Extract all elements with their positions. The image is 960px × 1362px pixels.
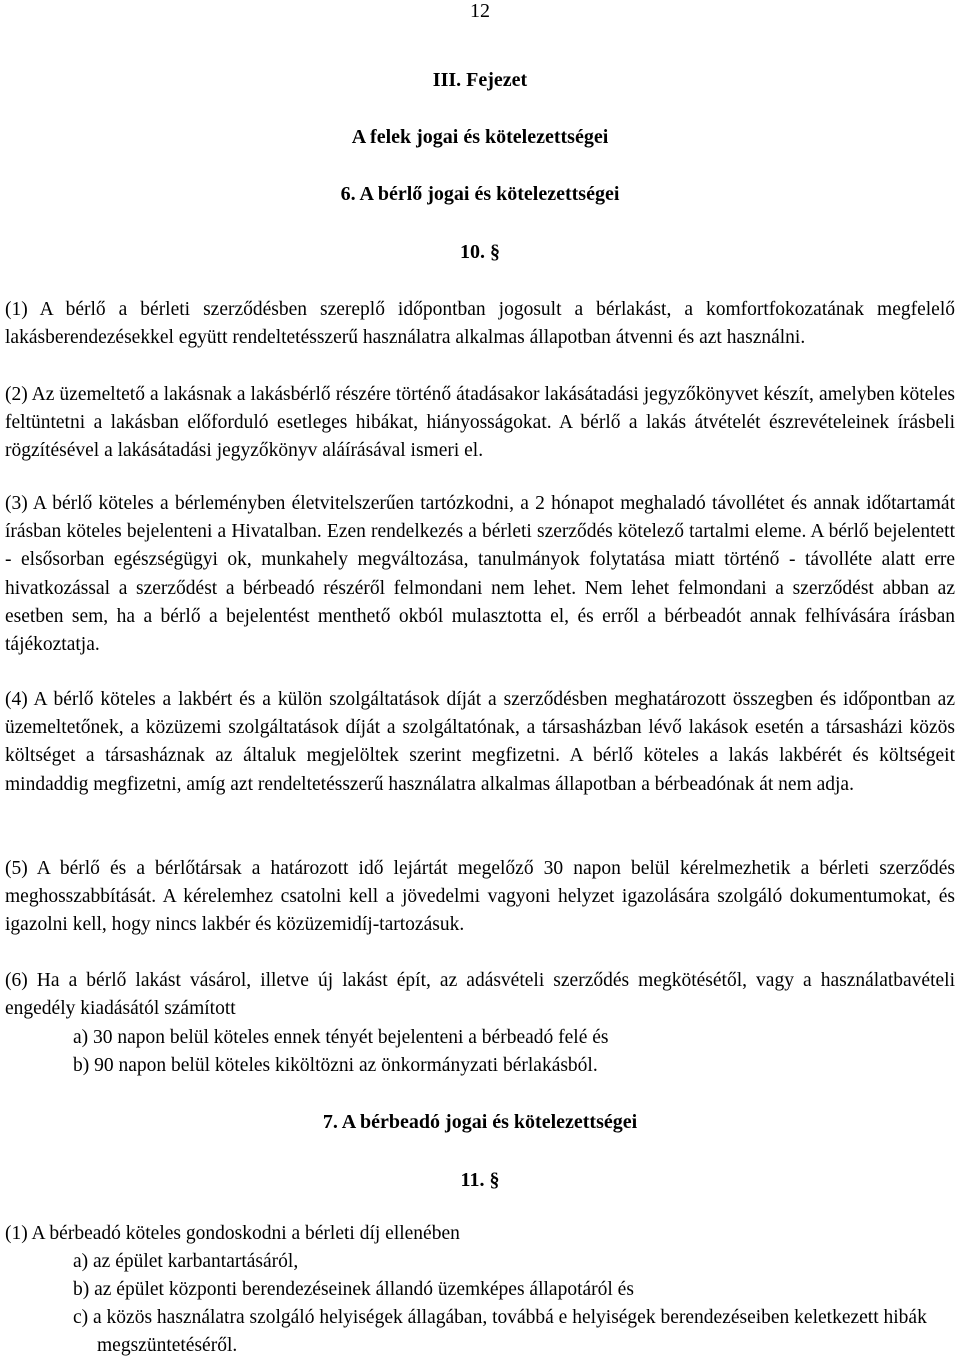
paragraph-11-1: (1) A bérbeadó köteles gondoskodni a bérleti díj ellenében: [5, 1223, 460, 1244]
paragraph-10-5: (5) A bérlő és a bérlőtársak a határozott idő lejártát megelőző 30 napon belül kérelmezhetik a bérleti szerződés meghosszabbítását. A kérelemhez csatolni kell a jövedelmi vagyoni helyzet igazolására szolgáló dokumentumokat, és igazolni kell, hogy nincs lakbér és közüzemidíj-tartozásuk.: [5, 858, 955, 936]
paragraph-10-6-item-b: b) 90 napon belül köteles kiköltözni az önkormányzati bérlakásból.: [73, 1055, 598, 1076]
paragraph-10-2: (2) Az üzemeltető a lakásnak a lakásbérlő részére történő átadásakor lakásátadási jegyzőkönyvet készít, amelyben köteles feltüntetni a lakásban előforduló esetleges hibákat, hiányosságokat. A bérlő a lakás átvételét észrevételeinek írásbeli rögzítésével a lakásátadási jegyzőkönyv aláírásával ismeri el.: [5, 384, 955, 462]
chapter-title: A felek jogai és kötelezettségei: [351, 126, 609, 148]
page-number: 12: [470, 0, 490, 22]
chapter-heading: III. Fejezet: [432, 69, 528, 91]
paragraph-10-title: 10. §: [460, 241, 500, 263]
paragraph-10-3: (3) A bérlő köteles a bérleményben életvitelszerűen tartózkodni, a 2 hónapot meghaladó távollétet és annak időtartamát írásban köteles bejelenteni a Hivatalban. Ezen rendelkezés a bérleti szerződés kötelező tartalmi eleme. A bérlő bejelentett - elsősorban egészségügyi ok, munkahely megváltozása, tanulmányok folytatása miatt történő - távolléte alatt erre hivatkozással a szerződést a bérbeadó részéről felmondani nem lehet. Nem lehet felmondani a szerződést abban az esetben sem, ha a bérlő a bejelentést menthető okból mulasztotta el, és erről a bérbeadót annak felhívására írásban tájékoztatja.: [5, 493, 955, 656]
paragraph-11-title: 11. §: [460, 1169, 500, 1191]
paragraph-11-1-item-b: b) az épület központi berendezéseinek állandó üzemképes állapotáról és: [73, 1279, 634, 1300]
paragraph-10-1: (1) A bérlő a bérleti szerződésben szereplő időpontban jogosult a bérlakást, a komfortfokozatának megfelelő lakásberendezésekkel együtt rendeltetésszerű használatra alkalmas állapotban átvenni és azt használni.: [5, 299, 955, 349]
paragraph-11-1-item-c: c) a közös használatra szolgáló helyiségek állagában, továbbá e helyiségek berendezéseiben keletkezett hibák megszüntetéséről.: [73, 1307, 927, 1357]
paragraph-10-6-item-a: a) 30 napon belül köteles ennek tényét bejelenteni a bérbeadó felé és: [73, 1027, 609, 1048]
paragraph-10-4: (4) A bérlő köteles a lakbért és a külön szolgáltatások díját a szerződésben meghatározott összegben és időpontban az üzemeltetőnek, a közüzemi szolgáltatások díját a szolgáltatónak, a társasházban lévő lakások esetén a társasházi közös költséget a társasháznak az általuk megjelöltek szerint megfizetni. A bérlő köteles a lakás lakbérét és költségeit mindaddig megfizetni, amíg azt rendeltetésszerű használatra alkalmas állapotban a bérbeadónak át nem adja.: [5, 689, 955, 795]
section-7-title: 7. A bérbeadó jogai és kötelezettségei: [322, 1111, 638, 1133]
paragraph-10-6: (6) Ha a bérlő lakást vásárol, illetve új lakást épít, az adásvételi szerződés megkötésétől, vagy a használatbavételi engedély kiadásától számított: [5, 970, 955, 1020]
section-6-title: 6. A bérlő jogai és kötelezettségei: [340, 183, 620, 205]
paragraph-11-1-item-a: a) az épület karbantartásáról,: [73, 1251, 299, 1272]
